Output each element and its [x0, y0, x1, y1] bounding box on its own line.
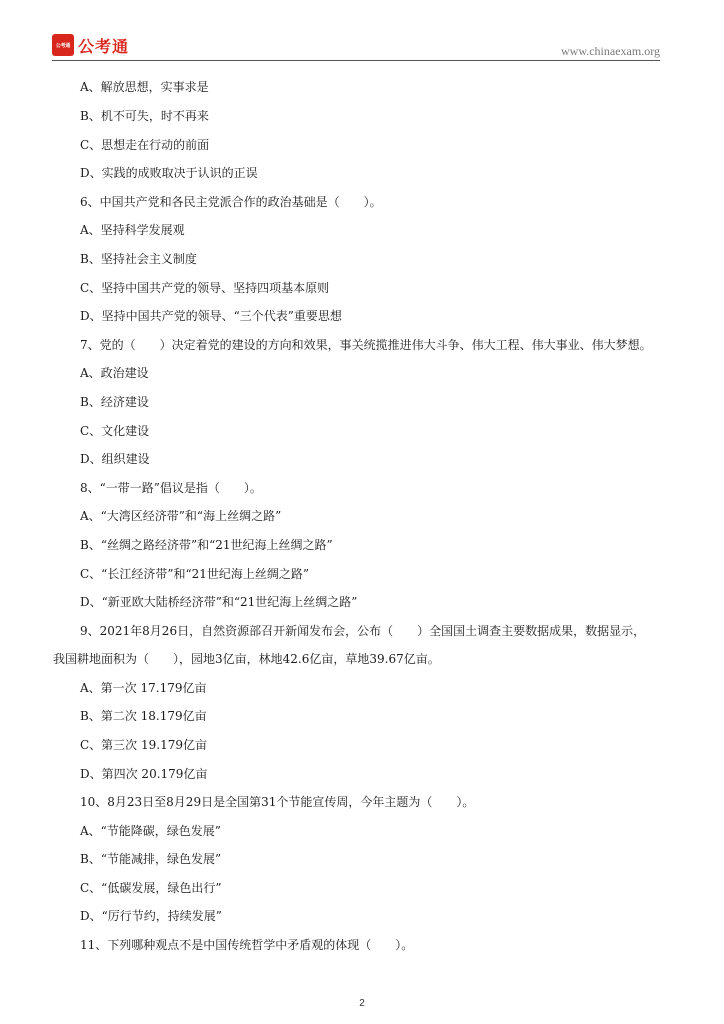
option-line: C、第三次 19.179亿亩 [80, 738, 207, 752]
question-line: 6、中国共产党和各民主党派合作的政治基础是（ ）。 [80, 195, 382, 209]
option-line: C、坚持中国共产党的领导、坚持四项基本原则 [80, 281, 330, 295]
option-line: B、经济建设 [80, 395, 149, 409]
question-line: 7、党的（ ）决定着党的建设的方向和效果，事关统揽推进伟大斗争、伟大工程、伟大事业、伟大梦想。 [80, 338, 652, 352]
header-divider [52, 60, 660, 61]
option-line: A、“大湾区经济带”和“海上丝绸之路” [80, 509, 282, 523]
page-header [0, 0, 724, 62]
option-line: C、“低碳发展，绿色出行” [80, 881, 222, 895]
option-line: B、“丝绸之路经济带”和“21世纪海上丝绸之路” [80, 538, 333, 552]
option-line: D、“新亚欧大陆桥经济带”和“21世纪海上丝绸之路” [80, 595, 358, 609]
option-line: B、坚持社会主义制度 [80, 252, 197, 266]
logo-badge-icon: 公考通 [52, 34, 74, 56]
option-line: A、坚持科学发展观 [80, 223, 185, 237]
option-line: D、实践的成败取决于认识的正误 [80, 166, 258, 180]
site-url: www.chinaexam.org [561, 44, 660, 58]
option-line: A、解放思想，实事求是 [80, 80, 209, 94]
option-line: D、第四次 20.179亿亩 [80, 767, 208, 781]
page-number: 2 [359, 998, 365, 1009]
question-line-continued: 我国耕地面积为（ ），园地3亿亩，林地42.6亿亩，草地39.67亿亩。 [53, 652, 440, 666]
question-line: 9、2021年8月26日，自然资源部召开新闻发布会，公布（ ）全国国土调查主要数据成果，数据显示， [80, 624, 646, 638]
option-line: B、第二次 18.179亿亩 [80, 709, 207, 723]
option-line: B、“节能减排，绿色发展” [80, 852, 222, 866]
brand-logo [52, 34, 129, 56]
option-line: D、组织建设 [80, 452, 150, 466]
question-line: 11、下列哪种观点不是中国传统哲学中矛盾观的体现（ ）。 [80, 938, 414, 952]
question-line: 10、8月23日至8月29日是全国第31个节能宣传周，今年主题为（ ）。 [80, 795, 475, 809]
question-line: 8、“一带一路”倡议是指（ ）。 [80, 481, 262, 495]
option-line: A、第一次 17.179亿亩 [80, 681, 207, 695]
option-line: C、文化建设 [80, 424, 150, 438]
option-line: B、机不可失，时不再来 [80, 109, 209, 123]
option-line: A、政治建设 [80, 366, 149, 380]
option-line: A、“节能降碳，绿色发展” [80, 824, 221, 838]
option-line: C、“长江经济带”和“21世纪海上丝绸之路” [80, 567, 309, 581]
option-line: C、思想走在行动的前面 [80, 138, 210, 152]
option-line: D、“厉行节约，持续发展” [80, 909, 222, 923]
logo-text: 公考通 [78, 36, 130, 56]
option-line: D、坚持中国共产党的领导、“三个代表”重要思想 [80, 309, 342, 323]
